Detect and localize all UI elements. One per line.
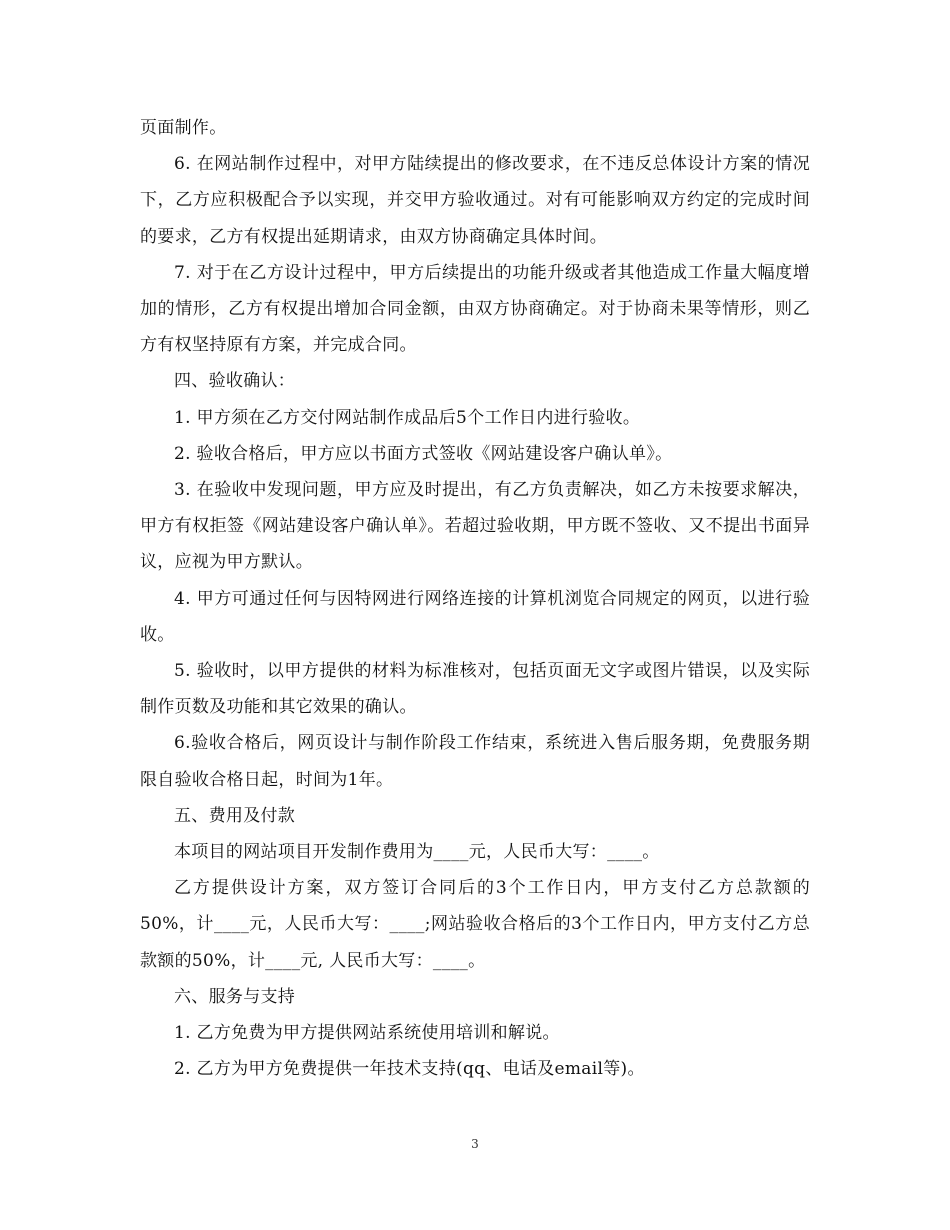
paragraph-7: 4. 甲方可通过任何与因特网进行网络连接的计算机浏览合同规定的网页，以进行验收。: [140, 588, 810, 645]
paragraph-0: 页面制作。: [140, 118, 227, 138]
document-body: [140, 110, 810, 1087]
paragraph-14: 1. 乙方免费为甲方提供网站系统使用培训和解说。: [174, 1023, 560, 1044]
paragraph-9: 6.验收合格后，网页设计与制作阶段工作结束，系统进入售后服务期，免费服务期限自验收合格日起，时间为1年。: [140, 733, 810, 790]
paragraph-5: 2. 验收合格后，甲方应以书面方式签收《网站建设客户确认单》。: [174, 443, 673, 464]
page-number: 3: [471, 1137, 479, 1151]
paragraph-1: 6. 在网站制作过程中，对甲方陆续提出的修改要求，在不违反总体设计方案的情况下，乙方应积极配合予以实现，并交甲方验收通过。对有可能影响双方约定的完成时间的要求，乙方有权提出延期请求，由双方协商确定具体时间。: [140, 154, 810, 247]
paragraph-8: 5. 验收时，以甲方提供的材料为标准核对，包括页面无文字或图片错误，以及实际制作页数及功能和其它效果的确认。: [140, 661, 810, 718]
paragraph-2: 7. 对于在乙方设计过程中，甲方后续提出的功能升级或者其他造成工作量大幅度增加的情形，乙方有权提出增加合同金额，由双方协商确定。对于协商未果等情形，则乙方有权坚持原有方案，并完成合同。: [140, 262, 810, 356]
paragraph-15: 2. 乙方为甲方免费提供一年技术支持(qq、电话及email等)。: [174, 1059, 645, 1080]
section-heading-service: 六、服务与支持: [174, 986, 296, 1007]
section-heading-acceptance: 四、验收确认：: [174, 371, 296, 392]
paragraph-6: 3. 在验收中发现问题，甲方应及时提出，有乙方负责解决，如乙方未按要求解决，甲方有权拒签《网站建设客户确认单》。若超过验收期，甲方既不签收、又不提出书面异议，应视为甲方默认。: [140, 480, 810, 573]
paragraph-11: 本项目的网站项目开发制作费用为____元，人民币大写：____。: [174, 842, 660, 863]
paragraph-4: 1. 甲方须在乙方交付网站制作成品后5个工作日内进行验收。: [174, 407, 641, 428]
section-heading-fees: 五、费用及付款: [174, 805, 296, 826]
paragraph-12: 乙方提供设计方案，双方签订合同后的3个工作日内，甲方支付乙方总款额的50%，计____元，人民币大写：____;网站验收合格后的3个工作日内，甲方支付乙方总款额的50%，计____元, 人民币大写：____。: [140, 878, 810, 971]
